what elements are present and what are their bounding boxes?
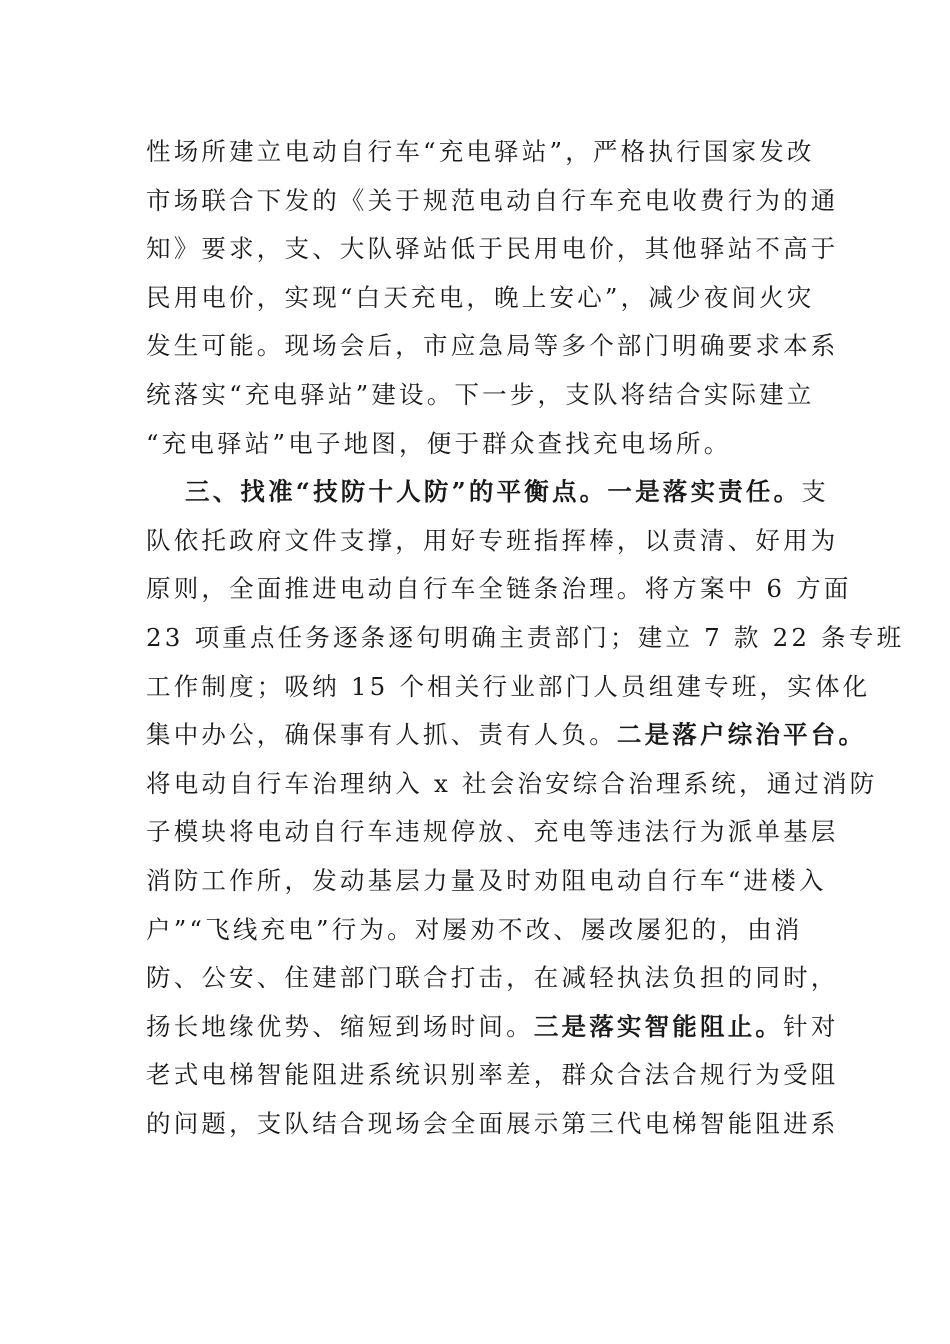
- text-line: [146, 322, 846, 371]
- body-text-segment: 23 项重点任务逐条逐句明确主责部门；建立 7 款 22 条专班: [146, 622, 905, 652]
- text-line: [146, 565, 852, 614]
- text-line: [146, 1003, 846, 1052]
- body-text-segment: 集中办公，确保事有人抓、责有人负。: [146, 720, 617, 750]
- body-text-segment: 市场联合下发的《关于规范电动自行车充电收费行为的通: [146, 185, 839, 215]
- body-text-segment: 户”“飞线充电”行为。对屡劝不改、屡改屡犯的，由消: [146, 914, 803, 944]
- body-text-segment: 知》要求，支、大队驿站低于民用电价，其他驿站不高于: [146, 234, 839, 264]
- text-line: [146, 177, 846, 226]
- body-text-segment: 队依托政府文件支撑，用好专班指挥棒，以责清、好用为: [146, 525, 839, 555]
- text-line: [146, 420, 846, 469]
- text-line: [146, 517, 846, 566]
- body-text-segment: 统落实“充电驿站”建设。下一步，支队将结合实际建立: [146, 379, 815, 409]
- text-line: [146, 1100, 846, 1149]
- body-text-segment: 消防工作所，发动基层力量及时劝阻电动自行车“进楼入: [146, 865, 827, 895]
- text-line: [146, 808, 846, 857]
- text-line: [146, 371, 846, 420]
- body-text-segment: 扬长地缘优势、缩短到场时间。: [146, 1011, 534, 1041]
- body-text-segment: “充电驿站”电子地图，便于群众查找充电场所。: [146, 428, 732, 458]
- text-line: [146, 954, 846, 1003]
- body-text-segment: 子模块将电动自行车违规停放、充电等违法行为派单基层: [146, 817, 839, 847]
- text-line: [146, 225, 846, 274]
- body-text: [146, 128, 905, 1148]
- text-line: [146, 760, 878, 809]
- body-text-segment: 发生可能。现场会后，市应急局等多个部门明确要求本系: [146, 331, 839, 361]
- body-text-segment: 性场所建立电动自行车“充电驿站”，严格执行国家发改: [146, 137, 815, 166]
- bold-heading-text: 三是落实智能阻止。: [533, 1011, 784, 1041]
- body-text-segment: 工作制度；吸纳 15 个相关行业部门人员组建专班，实体化: [146, 671, 871, 701]
- body-text-segment: 的问题，支队结合现场会全面展示第三代电梯智能阻进系: [146, 1108, 839, 1138]
- text-line: [146, 128, 846, 177]
- body-text-segment: 支: [801, 477, 829, 507]
- body-text-segment: 原则，全面推进电动自行车全链条治理。将方案中 6 方面: [146, 574, 852, 604]
- body-text-segment: 民用电价，实现“白天充电，晚上安心”，减少夜间火灾: [146, 282, 815, 312]
- body-text-segment: 针对: [783, 1011, 839, 1041]
- body-text-segment: 老式电梯智能阻进系统识别率差，群众合法合规行为受阻: [146, 1060, 839, 1090]
- text-line: [146, 711, 867, 760]
- text-line: [146, 663, 871, 712]
- text-line: [146, 614, 905, 663]
- text-line: [146, 906, 846, 955]
- bold-heading-text: 二是落户综治平台。: [616, 720, 867, 750]
- text-line: [146, 1051, 846, 1100]
- text-line: [146, 468, 846, 517]
- body-text-segment: 将电动自行车治理纳入 x 社会治安综合治理系统，通过消防: [146, 768, 878, 798]
- text-line: [146, 857, 846, 906]
- text-line: [146, 274, 846, 323]
- body-text-segment: 防、公安、住建部门联合打击，在减轻执法负担的同时，: [146, 963, 839, 993]
- bold-heading-text: 三、找准“技防十人防”的平衡点。一是落实责任。: [185, 477, 802, 507]
